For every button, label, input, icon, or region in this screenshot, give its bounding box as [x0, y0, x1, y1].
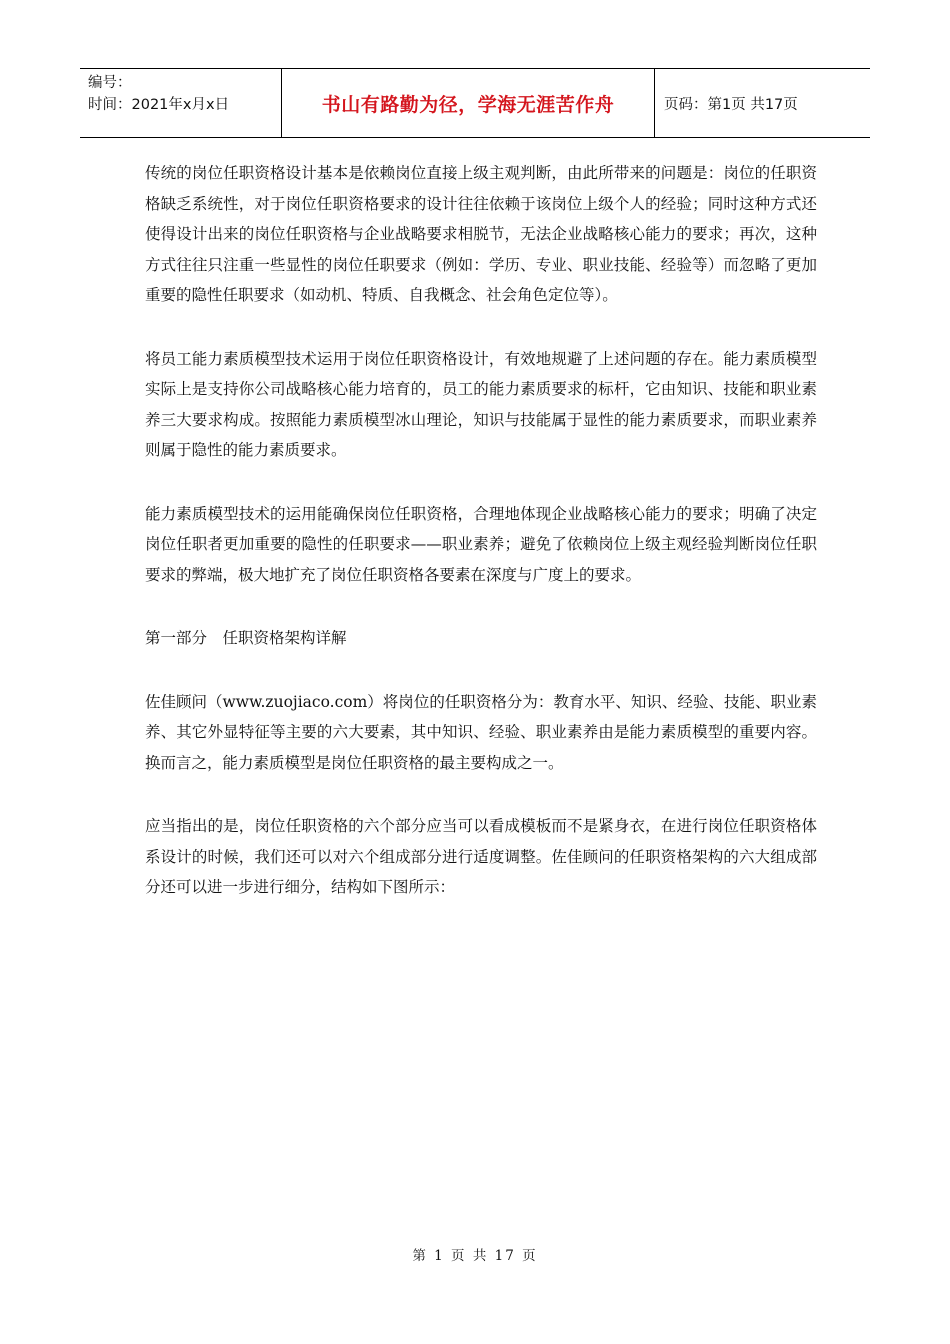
paragraph-six-elements: 佐佳顾问（www.zuojiaco.com）将岗位的任职资格分为：教育水平、知识、经验、技能、职业素养、其它外显特征等主要的六大要素，其中知识、经验、职业素养由是能力素质模型的重要内容。换而言之，能力素质模型是岗位任职资格的最主要构成之一。: [145, 692, 817, 772]
header-meta: [80, 69, 281, 137]
document-body: [145, 158, 817, 936]
date-line: 时间：2021年x月x日: [88, 97, 230, 113]
paragraph-model-benefits: 能力素质模型技术的运用能确保岗位任职资格，合理地体现企业战略核心能力的要求；明确了决定岗位任职者更加重要的隐性的任职要求——职业素养；避免了依赖岗位上级主观经验判断岗位任职要求的弊端，极大地扩充了岗位任职资格各要素在深度与广度上的要求。: [145, 504, 817, 584]
paragraph-competency-model: 将员工能力素质模型技术运用于岗位任职资格设计，有效地规避了上述问题的存在。能力素质模型实际上是支持你公司战略核心能力培育的，员工的能力素质要求的标杆，它由知识、技能和职业素养三大要求构成。按照能力素质模型冰山理论，知识与技能属于显性的能力素质要求，而职业素养则属于隐性的能力素质要求。: [145, 349, 817, 459]
header-motto-cell: [281, 69, 655, 137]
header-page-info-cell: [655, 69, 870, 137]
section-heading: 第一部分 任职资格架构详解: [145, 629, 347, 647]
page-footer: 第 1 页 共 17 页: [412, 1248, 538, 1264]
paragraph-traditional-design: 传统的岗位任职资格设计基本是依赖岗位直接上级主观判断，由此所带来的问题是：岗位的任职资格缺乏系统性，对于岗位任职资格要求的设计往往依赖于该岗位上级个人的经验；同时这种方式还使得设计出来的岗位任职资格与企业战略要求相脱节，无法企业战略核心能力的要求；再次，这种方式往往只注重一些显性的岗位任职要求（例如：学历、专业、职业技能、经验等）而忽略了更加重要的隐性任职要求（如动机、特质、自我概念、社会角色定位等）。: [145, 164, 817, 304]
header-page-info: 页码：第1页 共17页: [664, 96, 798, 113]
page-header: [80, 68, 870, 138]
header-motto: 书山有路勤为径，学海无涯苦作舟: [321, 93, 615, 116]
paragraph-structure-intro: 应当指出的是，岗位任职资格的六个部分应当可以看成模板而不是紧身衣，在进行岗位任职资格体系设计的时候，我们还可以对六个组成部分进行适度调整。佐佳顾问的任职资格架构的六大组成部分还可以进一步进行细分，结构如下图所示：: [145, 817, 817, 896]
serial-number-label: 编号：: [88, 75, 132, 91]
